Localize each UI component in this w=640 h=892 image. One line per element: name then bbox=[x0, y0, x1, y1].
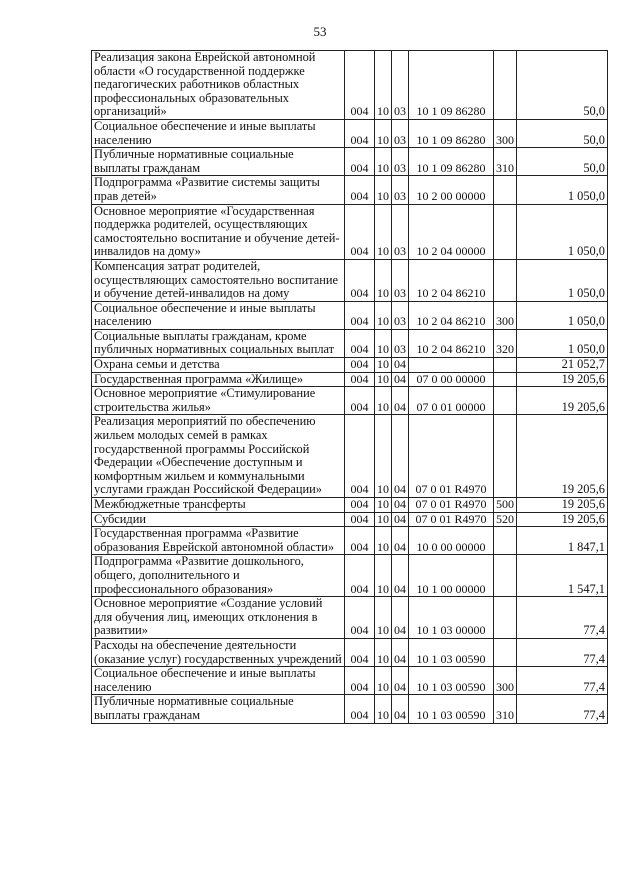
section-code-cell: 10 bbox=[375, 372, 392, 387]
amount-cell: 1 050,0 bbox=[517, 204, 608, 259]
amount-cell: 21 052,7 bbox=[517, 358, 608, 373]
expense-type-cell bbox=[494, 51, 517, 120]
expense-type-cell: 300 bbox=[494, 667, 517, 695]
expense-type-cell bbox=[494, 259, 517, 301]
subsection-code-cell: 04 bbox=[392, 695, 409, 723]
expense-type-cell bbox=[494, 638, 517, 666]
expense-type-cell: 500 bbox=[494, 498, 517, 513]
section-code-cell: 10 bbox=[375, 667, 392, 695]
target-article-cell: 10 2 04 86210 bbox=[409, 329, 494, 357]
table-row bbox=[92, 301, 608, 329]
target-article-cell: 10 1 03 00590 bbox=[409, 638, 494, 666]
section-code-cell: 10 bbox=[375, 512, 392, 527]
section-code-cell: 10 bbox=[375, 119, 392, 147]
amount-cell: 1 050,0 bbox=[517, 301, 608, 329]
section-code-cell: 10 bbox=[375, 51, 392, 120]
expense-type-cell bbox=[494, 204, 517, 259]
row-name-cell: Основное мероприятие «Стимулирование строительства жилья» bbox=[92, 387, 345, 415]
target-article-cell: 07 0 00 00000 bbox=[409, 372, 494, 387]
ministry-code-cell: 004 bbox=[345, 555, 375, 597]
row-name-cell: Расходы на обеспечение деятельности (оказание услуг) государственных учреждений bbox=[92, 638, 345, 666]
row-name-cell: Подпрограмма «Развитие дошкольного, общего, дополнительного и профессионального образования» bbox=[92, 555, 345, 597]
ministry-code-cell: 004 bbox=[345, 527, 375, 555]
target-article-cell: 10 2 00 00000 bbox=[409, 176, 494, 204]
amount-cell: 50,0 bbox=[517, 119, 608, 147]
target-article-cell: 07 0 01 R4970 bbox=[409, 498, 494, 513]
section-code-cell: 10 bbox=[375, 176, 392, 204]
table-row bbox=[92, 204, 608, 259]
target-article-cell: 10 1 09 86280 bbox=[409, 51, 494, 120]
subsection-code-cell: 04 bbox=[392, 527, 409, 555]
section-code-cell: 10 bbox=[375, 259, 392, 301]
amount-cell: 1 050,0 bbox=[517, 259, 608, 301]
table-row bbox=[92, 358, 608, 373]
amount-cell: 19 205,6 bbox=[517, 372, 608, 387]
section-code-cell: 10 bbox=[375, 204, 392, 259]
row-name-cell: Публичные нормативные социальные выплаты гражданам bbox=[92, 148, 345, 176]
amount-cell: 19 205,6 bbox=[517, 498, 608, 513]
ministry-code-cell: 004 bbox=[345, 176, 375, 204]
budget-table bbox=[91, 50, 608, 724]
ministry-code-cell: 004 bbox=[345, 119, 375, 147]
subsection-code-cell: 03 bbox=[392, 301, 409, 329]
subsection-code-cell: 03 bbox=[392, 204, 409, 259]
expense-type-cell: 310 bbox=[494, 695, 517, 723]
row-name-cell: Подпрограмма «Развитие системы защиты прав детей» bbox=[92, 176, 345, 204]
row-name-cell: Межбюджетные трансферты bbox=[92, 498, 345, 513]
section-code-cell: 10 bbox=[375, 387, 392, 415]
row-name-cell: Компенсация затрат родителей, осуществляющих самостоятельно воспитание и обучение детей-инвалидов на дому bbox=[92, 259, 345, 301]
subsection-code-cell: 04 bbox=[392, 387, 409, 415]
amount-cell: 19 205,6 bbox=[517, 512, 608, 527]
subsection-code-cell: 03 bbox=[392, 148, 409, 176]
expense-type-cell bbox=[494, 527, 517, 555]
expense-type-cell bbox=[494, 597, 517, 639]
table-row bbox=[92, 527, 608, 555]
ministry-code-cell: 004 bbox=[345, 415, 375, 498]
ministry-code-cell: 004 bbox=[345, 638, 375, 666]
subsection-code-cell: 03 bbox=[392, 51, 409, 120]
table-row bbox=[92, 387, 608, 415]
table-row bbox=[92, 259, 608, 301]
expense-type-cell bbox=[494, 176, 517, 204]
target-article-cell: 10 2 04 00000 bbox=[409, 204, 494, 259]
ministry-code-cell: 004 bbox=[345, 259, 375, 301]
ministry-code-cell: 004 bbox=[345, 204, 375, 259]
section-code-cell: 10 bbox=[375, 695, 392, 723]
row-name-cell: Социальные выплаты гражданам, кроме публичных нормативных социальных выплат bbox=[92, 329, 345, 357]
amount-cell: 50,0 bbox=[517, 51, 608, 120]
target-article-cell: 07 0 01 R4970 bbox=[409, 512, 494, 527]
amount-cell: 77,4 bbox=[517, 638, 608, 666]
row-name-cell: Субсидии bbox=[92, 512, 345, 527]
subsection-code-cell: 04 bbox=[392, 638, 409, 666]
ministry-code-cell: 004 bbox=[345, 597, 375, 639]
target-article-cell: 10 1 09 86280 bbox=[409, 148, 494, 176]
section-code-cell: 10 bbox=[375, 329, 392, 357]
subsection-code-cell: 04 bbox=[392, 498, 409, 513]
table-row bbox=[92, 695, 608, 723]
target-article-cell bbox=[409, 358, 494, 373]
row-name-cell: Социальное обеспечение и иные выплаты населению bbox=[92, 119, 345, 147]
ministry-code-cell: 004 bbox=[345, 51, 375, 120]
subsection-code-cell: 04 bbox=[392, 415, 409, 498]
amount-cell: 19 205,6 bbox=[517, 387, 608, 415]
row-name-cell: Реализация мероприятий по обеспечению жильем молодых семей в рамках государственной программы Российской Федерации «Обеспечение доступным и комфортным жильем и коммунальными услугами граждан Российской Федерации» bbox=[92, 415, 345, 498]
table-row bbox=[92, 638, 608, 666]
budget-table-body bbox=[92, 51, 608, 724]
target-article-cell: 10 0 00 00000 bbox=[409, 527, 494, 555]
expense-type-cell: 300 bbox=[494, 301, 517, 329]
amount-cell: 1 050,0 bbox=[517, 329, 608, 357]
table-row bbox=[92, 119, 608, 147]
table-row bbox=[92, 148, 608, 176]
section-code-cell: 10 bbox=[375, 301, 392, 329]
section-code-cell: 10 bbox=[375, 597, 392, 639]
ministry-code-cell: 004 bbox=[345, 512, 375, 527]
ministry-code-cell: 004 bbox=[345, 667, 375, 695]
row-name-cell: Социальное обеспечение и иные выплаты населению bbox=[92, 301, 345, 329]
subsection-code-cell: 03 bbox=[392, 176, 409, 204]
expense-type-cell bbox=[494, 387, 517, 415]
target-article-cell: 10 1 03 00590 bbox=[409, 695, 494, 723]
ministry-code-cell: 004 bbox=[345, 372, 375, 387]
ministry-code-cell: 004 bbox=[345, 329, 375, 357]
target-article-cell: 10 2 04 86210 bbox=[409, 259, 494, 301]
table-row bbox=[92, 176, 608, 204]
section-code-cell: 10 bbox=[375, 498, 392, 513]
target-article-cell: 07 0 01 R4970 bbox=[409, 415, 494, 498]
amount-cell: 1 050,0 bbox=[517, 176, 608, 204]
table-row bbox=[92, 512, 608, 527]
expense-type-cell bbox=[494, 555, 517, 597]
target-article-cell: 10 2 04 86210 bbox=[409, 301, 494, 329]
expense-type-cell bbox=[494, 358, 517, 373]
row-name-cell: Основное мероприятие «Создание условий для обучения лиц, имеющих отклонения в развитии» bbox=[92, 597, 345, 639]
section-code-cell: 10 bbox=[375, 148, 392, 176]
target-article-cell: 07 0 01 00000 bbox=[409, 387, 494, 415]
table-row bbox=[92, 372, 608, 387]
expense-type-cell: 520 bbox=[494, 512, 517, 527]
table-row bbox=[92, 415, 608, 498]
subsection-code-cell: 04 bbox=[392, 667, 409, 695]
expense-type-cell bbox=[494, 372, 517, 387]
section-code-cell: 10 bbox=[375, 555, 392, 597]
section-code-cell: 10 bbox=[375, 415, 392, 498]
expense-type-cell: 300 bbox=[494, 119, 517, 147]
subsection-code-cell: 03 bbox=[392, 329, 409, 357]
subsection-code-cell: 04 bbox=[392, 597, 409, 639]
ministry-code-cell: 004 bbox=[345, 695, 375, 723]
subsection-code-cell: 03 bbox=[392, 259, 409, 301]
row-name-cell: Основное мероприятие «Государственная поддержка родителей, осуществляющих самостоятельно воспитание и обучение детей-инвалидов на дому» bbox=[92, 204, 345, 259]
row-name-cell: Охрана семьи и детства bbox=[92, 358, 345, 373]
amount-cell: 1 847,1 bbox=[517, 527, 608, 555]
table-row bbox=[92, 555, 608, 597]
subsection-code-cell: 04 bbox=[392, 512, 409, 527]
row-name-cell: Публичные нормативные социальные выплаты гражданам bbox=[92, 695, 345, 723]
ministry-code-cell: 004 bbox=[345, 148, 375, 176]
row-name-cell: Реализация закона Еврейской автономной области «О государственной поддержке педагогических работников областных профессиональных образовательных организаций» bbox=[92, 51, 345, 120]
expense-type-cell bbox=[494, 415, 517, 498]
amount-cell: 50,0 bbox=[517, 148, 608, 176]
table-row bbox=[92, 667, 608, 695]
section-code-cell: 10 bbox=[375, 358, 392, 373]
row-name-cell: Государственная программа «Жилище» bbox=[92, 372, 345, 387]
row-name-cell: Социальное обеспечение и иные выплаты населению bbox=[92, 667, 345, 695]
ministry-code-cell: 004 bbox=[345, 301, 375, 329]
amount-cell: 19 205,6 bbox=[517, 415, 608, 498]
amount-cell: 77,4 bbox=[517, 695, 608, 723]
ministry-code-cell: 004 bbox=[345, 498, 375, 513]
amount-cell: 77,4 bbox=[517, 667, 608, 695]
ministry-code-cell: 004 bbox=[345, 387, 375, 415]
target-article-cell: 10 1 00 00000 bbox=[409, 555, 494, 597]
expense-type-cell: 310 bbox=[494, 148, 517, 176]
amount-cell: 1 547,1 bbox=[517, 555, 608, 597]
subsection-code-cell: 03 bbox=[392, 119, 409, 147]
amount-cell: 77,4 bbox=[517, 597, 608, 639]
section-code-cell: 10 bbox=[375, 638, 392, 666]
table-row bbox=[92, 498, 608, 513]
section-code-cell: 10 bbox=[375, 527, 392, 555]
table-row bbox=[92, 329, 608, 357]
table-row bbox=[92, 51, 608, 120]
page-number: 53 bbox=[313, 24, 327, 39]
row-name-cell: Государственная программа «Развитие образования Еврейской автономной области» bbox=[92, 527, 345, 555]
expense-type-cell: 320 bbox=[494, 329, 517, 357]
target-article-cell: 10 1 09 86280 bbox=[409, 119, 494, 147]
table-row bbox=[92, 597, 608, 639]
subsection-code-cell: 04 bbox=[392, 358, 409, 373]
target-article-cell: 10 1 03 00590 bbox=[409, 667, 494, 695]
subsection-code-cell: 04 bbox=[392, 372, 409, 387]
ministry-code-cell: 004 bbox=[345, 358, 375, 373]
subsection-code-cell: 04 bbox=[392, 555, 409, 597]
target-article-cell: 10 1 03 00000 bbox=[409, 597, 494, 639]
